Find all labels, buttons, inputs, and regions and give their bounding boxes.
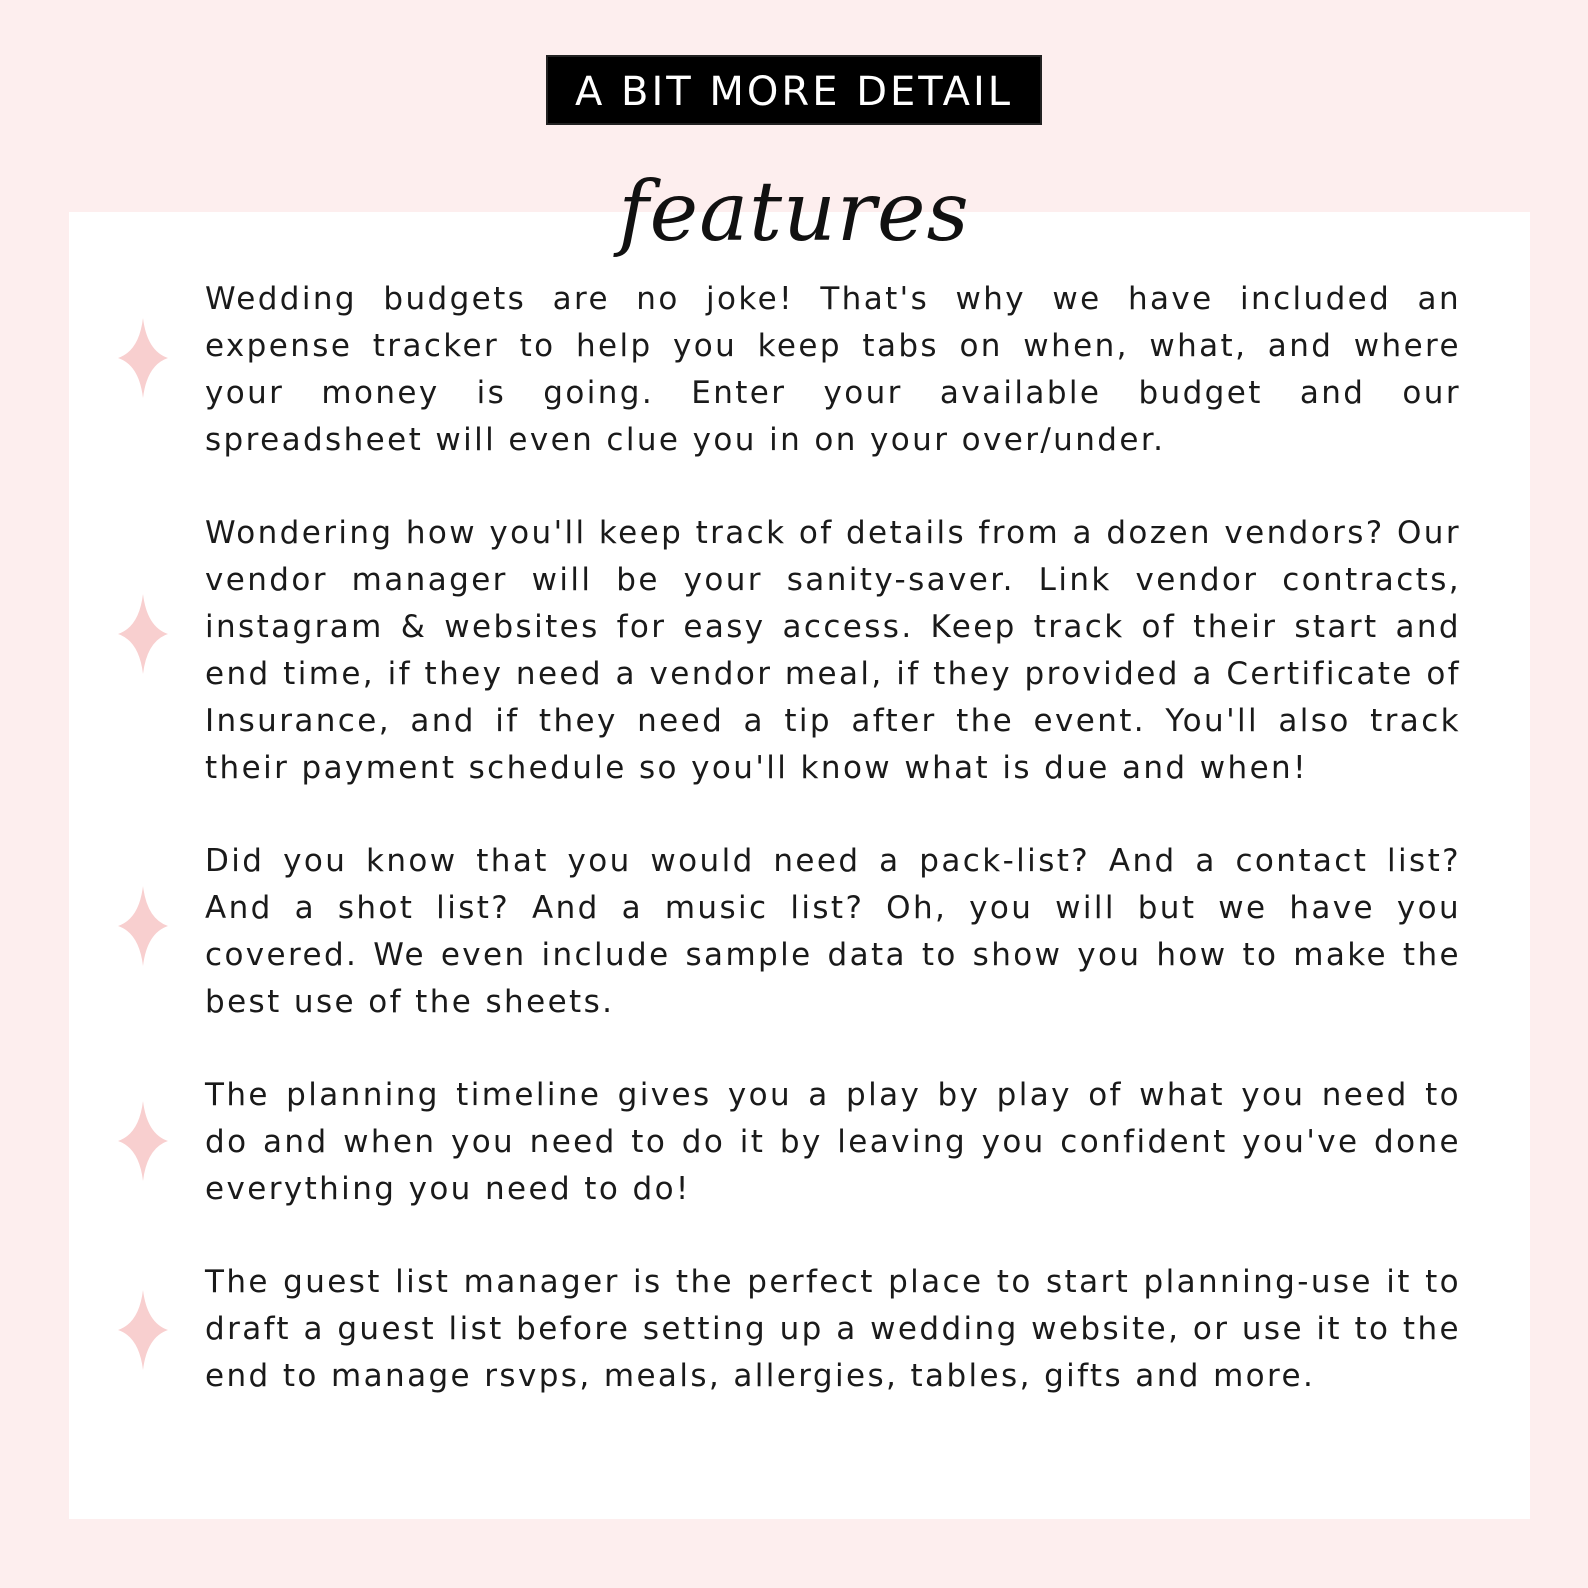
sparkle-icon: [118, 1101, 168, 1181]
feature-planning-timeline: The planning timeline gives you a play by play of what you need to do and when you need to do it by leaving you confident you've done everything you need to do!: [205, 1077, 1461, 1207]
feature-lists: Did you know that you would need a pack-list? And a contact list? And a shot list? And a music list? Oh, you will but we have you covered. We even include sample data to show you how to make the best use of the sheets.: [205, 843, 1461, 1020]
script-title: features: [618, 165, 970, 260]
section-badge: A BIT MORE DETAIL: [546, 55, 1042, 125]
feature-vendor-manager: Wondering how you'll keep track of details from a dozen vendors? Our vendor manager will be your sanity-saver. Link vendor contracts, instagram & websites for easy access. Keep track of their start and end time, if they need a vendor meal, if they provided a Certificate of Insurance, and if they need a tip after the event. You'll also track their payment schedule so you'll know what is due and when!: [205, 515, 1461, 786]
sparkle-icon: [118, 1290, 168, 1370]
sparkle-icon: [118, 886, 168, 966]
sparkle-icon: [118, 594, 168, 674]
feature-guest-list-manager: The guest list manager is the perfect place to start planning-use it to draft a guest list before setting up a wedding website, or use it to the end to manage rsvps, meals, allergies, tables, gifts and more.: [205, 1264, 1461, 1394]
sparkle-icon: [118, 318, 168, 398]
feature-expense-tracker: Wedding budgets are no joke! That's why we have included an expense tracker to help you keep tabs on when, what, and where your money is going. Enter your available budget and our spreadsheet will even clue you in on your over/under.: [205, 281, 1461, 458]
